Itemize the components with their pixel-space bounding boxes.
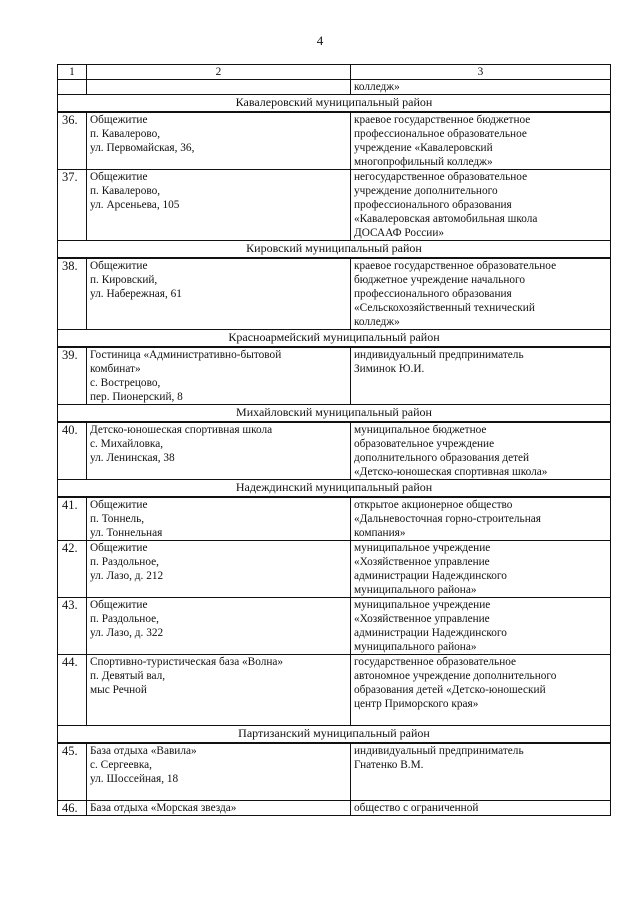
facility-line: Общежитие [90,260,148,272]
facility-line: ул. Шоссейная, 18 [90,773,179,785]
continuation-row [58,80,611,95]
owner-cell [351,80,611,95]
table-row [58,497,611,541]
facility-cell [87,258,351,330]
region-header-row [58,241,611,259]
owner-line: государственное образовательное [354,656,517,668]
owner-cell [351,422,611,480]
facility-line: Общежитие [90,114,148,126]
owner-cell [351,655,611,726]
facility-line: Гостиница «Административно-бытовой [90,349,282,361]
facility-cell [87,112,351,170]
region-header-row [58,330,611,348]
facility-line: ул. Лазо, д. 212 [90,570,164,582]
owner-line: ДОСААФ России» [354,227,445,239]
facility-cell [87,541,351,598]
facility-cell [87,598,351,655]
table-row [58,258,611,330]
facility-line: с. Вострецово, [90,377,161,389]
table-row [58,112,611,170]
owner-line: профессионального образования [354,199,512,211]
table-row [58,598,611,655]
owner-cell [351,170,611,241]
owner-line: образования детей «Детско-юношеский [354,684,546,696]
row-number [58,80,87,95]
owner-line: «Дальневосточная горно-строительная [354,513,541,525]
owner-line: профессионального образования [354,288,512,300]
facility-line: п. Девятый вал, [90,670,166,682]
header-col-1: 1 [58,65,87,80]
table-row [58,743,611,801]
owner-line: индивидуальный предприниматель [354,745,524,757]
owner-line [354,711,607,725]
header-col-2: 2 [87,65,351,80]
owner-cell [351,497,611,541]
region-header-row [58,405,611,423]
facility-line: ул. Ленинская, 38 [90,452,175,464]
owner-line: муниципальное учреждение [354,599,491,611]
row-number: 40. [58,422,87,480]
owner-line: муниципального района» [354,641,477,653]
owner-line: учреждение «Кавалеровский [354,142,493,154]
region-header-row [58,726,611,744]
facility-line: ул. Набережная, 61 [90,288,182,300]
row-number: 36. [58,112,87,170]
owner-line: открытое акционерное общество [354,499,513,511]
facility-cell [87,80,351,95]
facility-line: Детско-юношеская спортивная школа [90,424,273,436]
row-number: 41. [58,497,87,541]
facility-line: ул. Арсеньева, 105 [90,199,180,211]
row-number: 38. [58,258,87,330]
row-number: 43. [58,598,87,655]
owner-line: негосударственное образовательное [354,171,528,183]
owner-line: Гнатенко В.М. [354,759,424,771]
facility-line: База отдыха «Вавила» [90,745,197,757]
owner-line: колледж» [354,316,400,328]
owner-cell [351,347,611,405]
facility-line: Общежитие [90,499,148,511]
facility-cell [87,422,351,480]
header-col-3: 3 [351,65,611,80]
row-number: 42. [58,541,87,598]
owner-line: общество с ограниченной [354,802,479,814]
table-row [58,347,611,405]
owner-line: Зиминок Ю.И. [354,363,425,375]
region-title: Партизанский муниципальный район [58,726,611,744]
table-row [58,801,611,816]
owner-line: колледж» [354,81,400,93]
facility-line: Спортивно-туристическая база «Волна» [90,656,284,668]
owner-line: «Хозяйственное управление [354,613,490,625]
region-title: Михайловский муниципальный район [58,405,611,423]
facilities-table [57,64,611,816]
facility-line: п. Кировский, [90,274,158,286]
table-body [58,65,611,816]
facility-line: ул. Тоннельная [90,527,163,539]
owner-line: центр Приморского края» [354,698,479,710]
owner-line: «Детско-юношеская спортивная школа» [354,466,548,478]
facility-line: п. Раздольное, [90,556,159,568]
owner-line: образовательное учреждение [354,438,495,450]
facility-cell [87,801,351,816]
row-number: 37. [58,170,87,241]
facility-line: п. Кавалерово, [90,185,161,197]
owner-cell [351,541,611,598]
row-number: 45. [58,743,87,801]
facility-line: Общежитие [90,542,148,554]
region-header-row [58,95,611,113]
owner-line: индивидуальный предприниматель [354,349,524,361]
facility-cell [87,347,351,405]
owner-line: муниципального района» [354,584,477,596]
row-number: 39. [58,347,87,405]
facility-cell [87,170,351,241]
facility-line [90,786,347,800]
facility-line: ул. Первомайская, 36, [90,142,195,154]
owner-line: профессиональное образовательное [354,128,527,140]
owner-line: краевое государственное образовательное [354,260,557,272]
facility-line: п. Тоннель, [90,513,145,525]
owner-line: учреждение дополнительного [354,185,498,197]
owner-line: «Сельскохозяйственный технический [354,302,535,314]
owner-line: бюджетное учреждение начального [354,274,526,286]
facility-cell [87,497,351,541]
row-number: 44. [58,655,87,726]
owner-line: муниципальное учреждение [354,542,491,554]
facility-line: п. Кавалерово, [90,128,161,140]
owner-cell [351,258,611,330]
region-header-row [58,480,611,498]
facility-line: Общежитие [90,599,148,611]
page-number: 4 [316,33,324,48]
facility-cell [87,743,351,801]
table-row [58,422,611,480]
owner-line: автономное учреждение дополнительного [354,670,557,682]
owner-line: администрации Надеждинского [354,627,507,639]
facility-line: Общежитие [90,171,148,183]
facility-line: мыс Речной [90,684,147,696]
owner-cell [351,112,611,170]
owner-line: дополнительного образования детей [354,452,530,464]
owner-line: компания» [354,527,406,539]
row-number: 46. [58,801,87,816]
owner-cell [351,743,611,801]
region-title: Кавалеровский муниципальный район [58,95,611,113]
owner-line: краевое государственное бюджетное [354,114,531,126]
owner-line: «Хозяйственное управление [354,556,490,568]
table-header-row [58,65,611,80]
owner-line: «Кавалеровская автомобильная школа [354,213,538,225]
facility-line: База отдыха «Морская звезда» [90,802,237,814]
facility-cell [87,655,351,726]
table-row [58,655,611,726]
facility-line: ул. Лазо, д. 322 [90,627,164,639]
region-title: Надеждинский муниципальный район [58,480,611,498]
owner-line: администрации Надеждинского [354,570,507,582]
facility-line: комбинат» [90,363,141,375]
region-title: Красноармейский муниципальный район [58,330,611,348]
table-row [58,170,611,241]
facility-line: с. Михайловка, [90,438,164,450]
facility-line: п. Раздольное, [90,613,159,625]
owner-line: муниципальное бюджетное [354,424,487,436]
region-title: Кировский муниципальный район [58,241,611,259]
owner-cell [351,598,611,655]
owner-cell [351,801,611,816]
facility-line: пер. Пионерский, 8 [90,391,183,403]
table-row [58,541,611,598]
owner-line: многопрофильный колледж» [354,156,493,168]
facility-line: с. Сергеевка, [90,759,153,771]
